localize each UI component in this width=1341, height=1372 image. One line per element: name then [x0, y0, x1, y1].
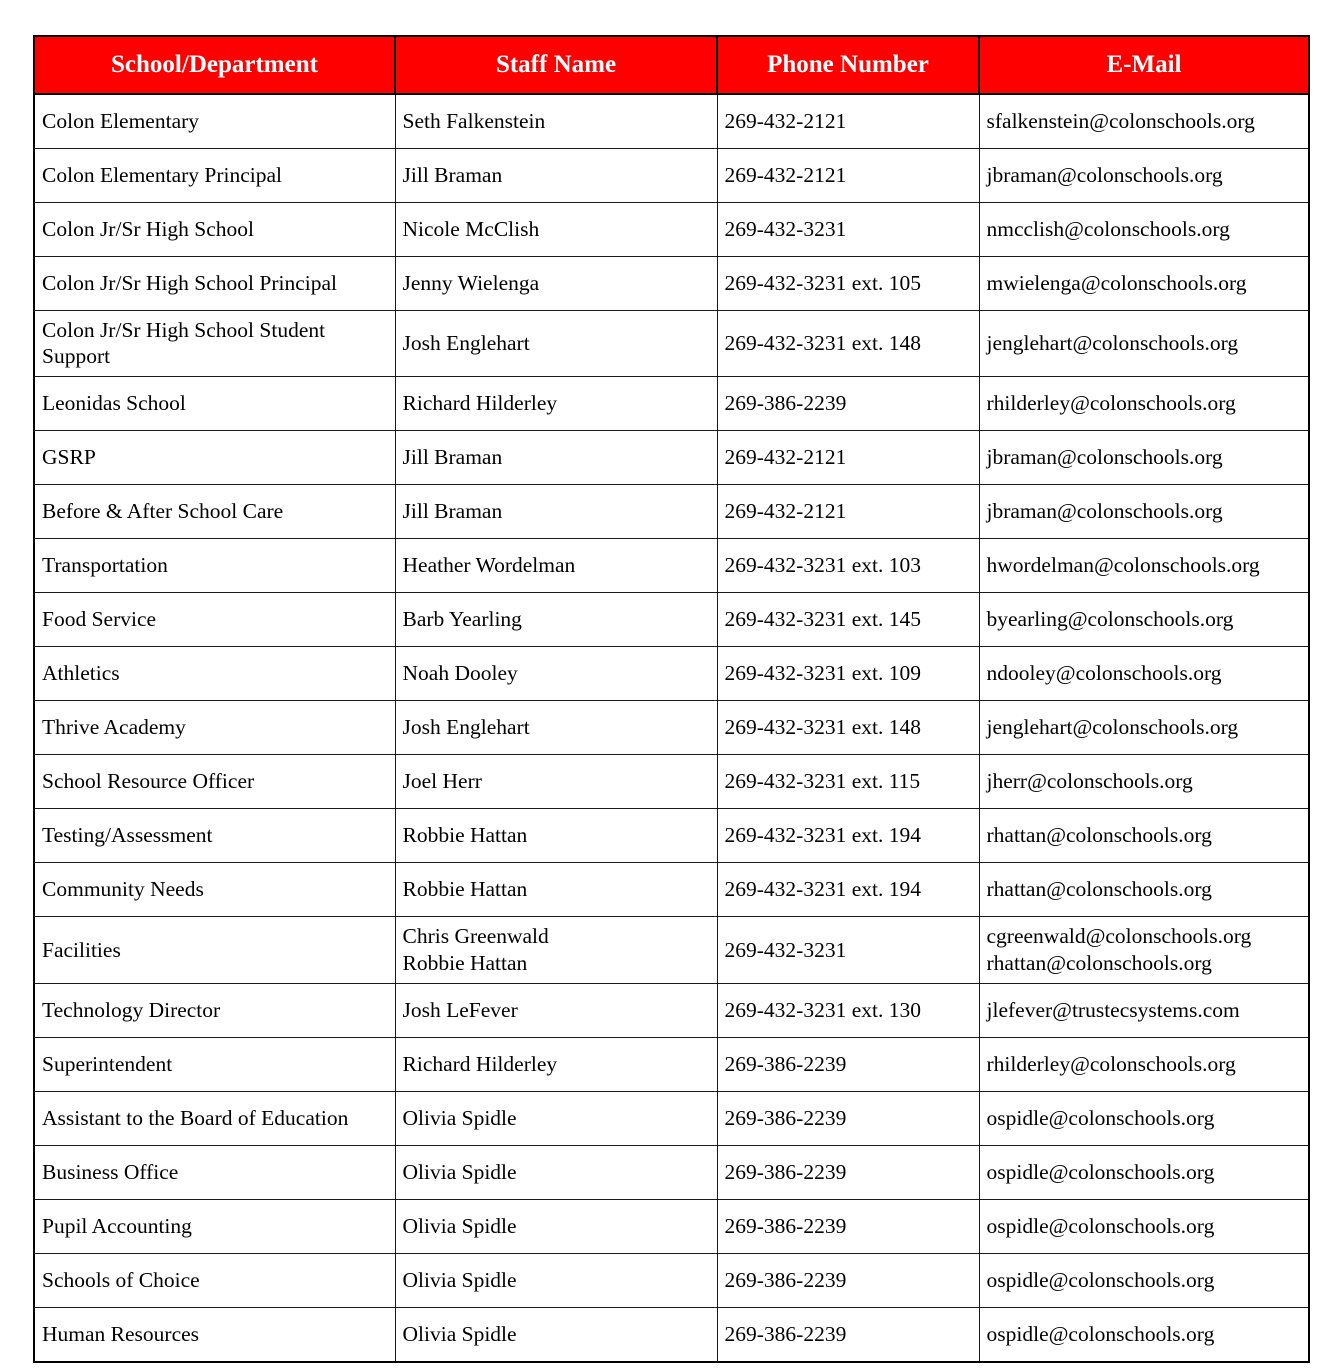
cell-email: nmcclish@colonschools.org	[979, 203, 1309, 257]
cell-staff-name: Barb Yearling	[395, 593, 717, 647]
table-row	[34, 94, 1309, 149]
cell-email: ospidle@colonschools.org	[979, 1307, 1309, 1362]
cell-staff-name: Jenny Wielenga	[395, 257, 717, 311]
cell-email: hwordelman@colonschools.org	[979, 539, 1309, 593]
cell-phone-number: 269-432-3231	[717, 203, 979, 257]
cell-phone-number: 269-432-3231 ext. 105	[717, 257, 979, 311]
table-row	[34, 539, 1309, 593]
column-header-department: School/Department	[34, 36, 395, 94]
cell-staff-name: Olivia Spidle	[395, 1253, 717, 1307]
cell-phone-number: 269-386-2239	[717, 1091, 979, 1145]
cell-phone-number: 269-432-3231 ext. 148	[717, 311, 979, 377]
table-row	[34, 1037, 1309, 1091]
cell-department: Transportation	[34, 539, 395, 593]
cell-department: Schools of Choice	[34, 1253, 395, 1307]
cell-department: Colon Jr/Sr High School Principal	[34, 257, 395, 311]
cell-department: Leonidas School	[34, 377, 395, 431]
cell-phone-number: 269-432-2121	[717, 431, 979, 485]
table-row	[34, 485, 1309, 539]
cell-staff-name: Jill Braman	[395, 431, 717, 485]
cell-phone-number: 269-432-2121	[717, 149, 979, 203]
table-row	[34, 431, 1309, 485]
cell-phone-number: 269-432-3231 ext. 194	[717, 863, 979, 917]
cell-department: Colon Jr/Sr High School Student Support	[34, 311, 395, 377]
cell-phone-number: 269-386-2239	[717, 1307, 979, 1362]
cell-email: jbraman@colonschools.org	[979, 431, 1309, 485]
cell-department: Food Service	[34, 593, 395, 647]
cell-staff-name	[395, 917, 717, 983]
cell-line: Chris Greenwald	[402, 924, 549, 949]
cell-staff-name: Seth Falkenstein	[395, 94, 717, 149]
cell-department: Pupil Accounting	[34, 1199, 395, 1253]
cell-phone-number: 269-432-3231 ext. 115	[717, 755, 979, 809]
cell-phone-number: 269-386-2239	[717, 377, 979, 431]
cell-email: jbraman@colonschools.org	[979, 485, 1309, 539]
cell-department: Community Needs	[34, 863, 395, 917]
cell-staff-name: Noah Dooley	[395, 647, 717, 701]
cell-email: sfalkenstein@colonschools.org	[979, 94, 1309, 149]
table-header	[34, 36, 1309, 94]
table-row	[34, 863, 1309, 917]
cell-department: Business Office	[34, 1145, 395, 1199]
table-row	[34, 755, 1309, 809]
cell-staff-name: Richard Hilderley	[395, 1037, 717, 1091]
cell-department: School Resource Officer	[34, 755, 395, 809]
cell-email: rhattan@colonschools.org	[979, 809, 1309, 863]
cell-department: GSRP	[34, 431, 395, 485]
table-row	[34, 1145, 1309, 1199]
table-row	[34, 311, 1309, 377]
cell-email: ospidle@colonschools.org	[979, 1253, 1309, 1307]
table-header-row	[34, 36, 1309, 94]
cell-email: ospidle@colonschools.org	[979, 1199, 1309, 1253]
column-header-email: E-Mail	[979, 36, 1309, 94]
cell-email: ndooley@colonschools.org	[979, 647, 1309, 701]
cell-email: jbraman@colonschools.org	[979, 149, 1309, 203]
table-row	[34, 257, 1309, 311]
cell-staff-name: Josh Englehart	[395, 701, 717, 755]
cell-email: rhilderley@colonschools.org	[979, 1037, 1309, 1091]
cell-staff-name: Josh LeFever	[395, 983, 717, 1037]
cell-phone-number: 269-432-3231	[717, 917, 979, 983]
table-row	[34, 203, 1309, 257]
table-row	[34, 701, 1309, 755]
cell-department: Human Resources	[34, 1307, 395, 1362]
cell-department: Colon Elementary	[34, 94, 395, 149]
cell-staff-name: Olivia Spidle	[395, 1145, 717, 1199]
cell-email	[979, 917, 1309, 983]
column-header-phone-number: Phone Number	[717, 36, 979, 94]
table-row	[34, 149, 1309, 203]
table-row	[34, 809, 1309, 863]
table-row	[34, 647, 1309, 701]
cell-staff-name: Nicole McClish	[395, 203, 717, 257]
cell-phone-number: 269-386-2239	[717, 1145, 979, 1199]
table-row	[34, 1199, 1309, 1253]
cell-phone-number: 269-386-2239	[717, 1199, 979, 1253]
cell-department: Colon Elementary Principal	[34, 149, 395, 203]
cell-phone-number: 269-386-2239	[717, 1253, 979, 1307]
cell-department: Colon Jr/Sr High School	[34, 203, 395, 257]
cell-phone-number: 269-432-3231 ext. 145	[717, 593, 979, 647]
cell-email: rhattan@colonschools.org	[979, 863, 1309, 917]
cell-phone-number: 269-432-2121	[717, 485, 979, 539]
cell-email: ospidle@colonschools.org	[979, 1145, 1309, 1199]
cell-email: rhilderley@colonschools.org	[979, 377, 1309, 431]
cell-staff-name: Robbie Hattan	[395, 863, 717, 917]
cell-email: ospidle@colonschools.org	[979, 1091, 1309, 1145]
cell-department: Superintendent	[34, 1037, 395, 1091]
cell-staff-name: Joel Herr	[395, 755, 717, 809]
cell-email: jherr@colonschools.org	[979, 755, 1309, 809]
cell-phone-number: 269-432-3231 ext. 103	[717, 539, 979, 593]
table-body	[34, 94, 1309, 1362]
cell-staff-name: Jill Braman	[395, 149, 717, 203]
cell-email: byearling@colonschools.org	[979, 593, 1309, 647]
cell-staff-name: Olivia Spidle	[395, 1199, 717, 1253]
cell-line: Robbie Hattan	[402, 950, 528, 975]
cell-line: rhattan@colonschools.org	[986, 950, 1212, 975]
table-row	[34, 377, 1309, 431]
cell-phone-number: 269-432-3231 ext. 130	[717, 983, 979, 1037]
cell-phone-number: 269-386-2239	[717, 1037, 979, 1091]
cell-department: Before & After School Care	[34, 485, 395, 539]
cell-staff-name: Heather Wordelman	[395, 539, 717, 593]
cell-staff-name: Robbie Hattan	[395, 809, 717, 863]
column-header-staff-name: Staff Name	[395, 36, 717, 94]
cell-phone-number: 269-432-3231 ext. 109	[717, 647, 979, 701]
cell-phone-number: 269-432-2121	[717, 94, 979, 149]
table-row	[34, 593, 1309, 647]
cell-department: Athletics	[34, 647, 395, 701]
table-row	[34, 983, 1309, 1037]
table-row	[34, 1307, 1309, 1362]
table-row	[34, 1253, 1309, 1307]
cell-department: Testing/Assessment	[34, 809, 395, 863]
cell-staff-name: Josh Englehart	[395, 311, 717, 377]
cell-email: jlefever@trustecsystems.com	[979, 983, 1309, 1037]
cell-department: Thrive Academy	[34, 701, 395, 755]
cell-email: jenglehart@colonschools.org	[979, 701, 1309, 755]
cell-staff-name: Richard Hilderley	[395, 377, 717, 431]
cell-department: Technology Director	[34, 983, 395, 1037]
cell-email: mwielenga@colonschools.org	[979, 257, 1309, 311]
cell-staff-name: Jill Braman	[395, 485, 717, 539]
staff-contact-table	[33, 35, 1310, 1363]
cell-phone-number: 269-432-3231 ext. 148	[717, 701, 979, 755]
cell-line: cgreenwald@colonschools.org	[986, 924, 1252, 949]
table-row	[34, 1091, 1309, 1145]
cell-staff-name: Olivia Spidle	[395, 1307, 717, 1362]
cell-department: Assistant to the Board of Education	[34, 1091, 395, 1145]
cell-staff-name: Olivia Spidle	[395, 1091, 717, 1145]
cell-phone-number: 269-432-3231 ext. 194	[717, 809, 979, 863]
cell-department: Facilities	[34, 917, 395, 983]
table-row	[34, 917, 1309, 983]
cell-email: jenglehart@colonschools.org	[979, 311, 1309, 377]
